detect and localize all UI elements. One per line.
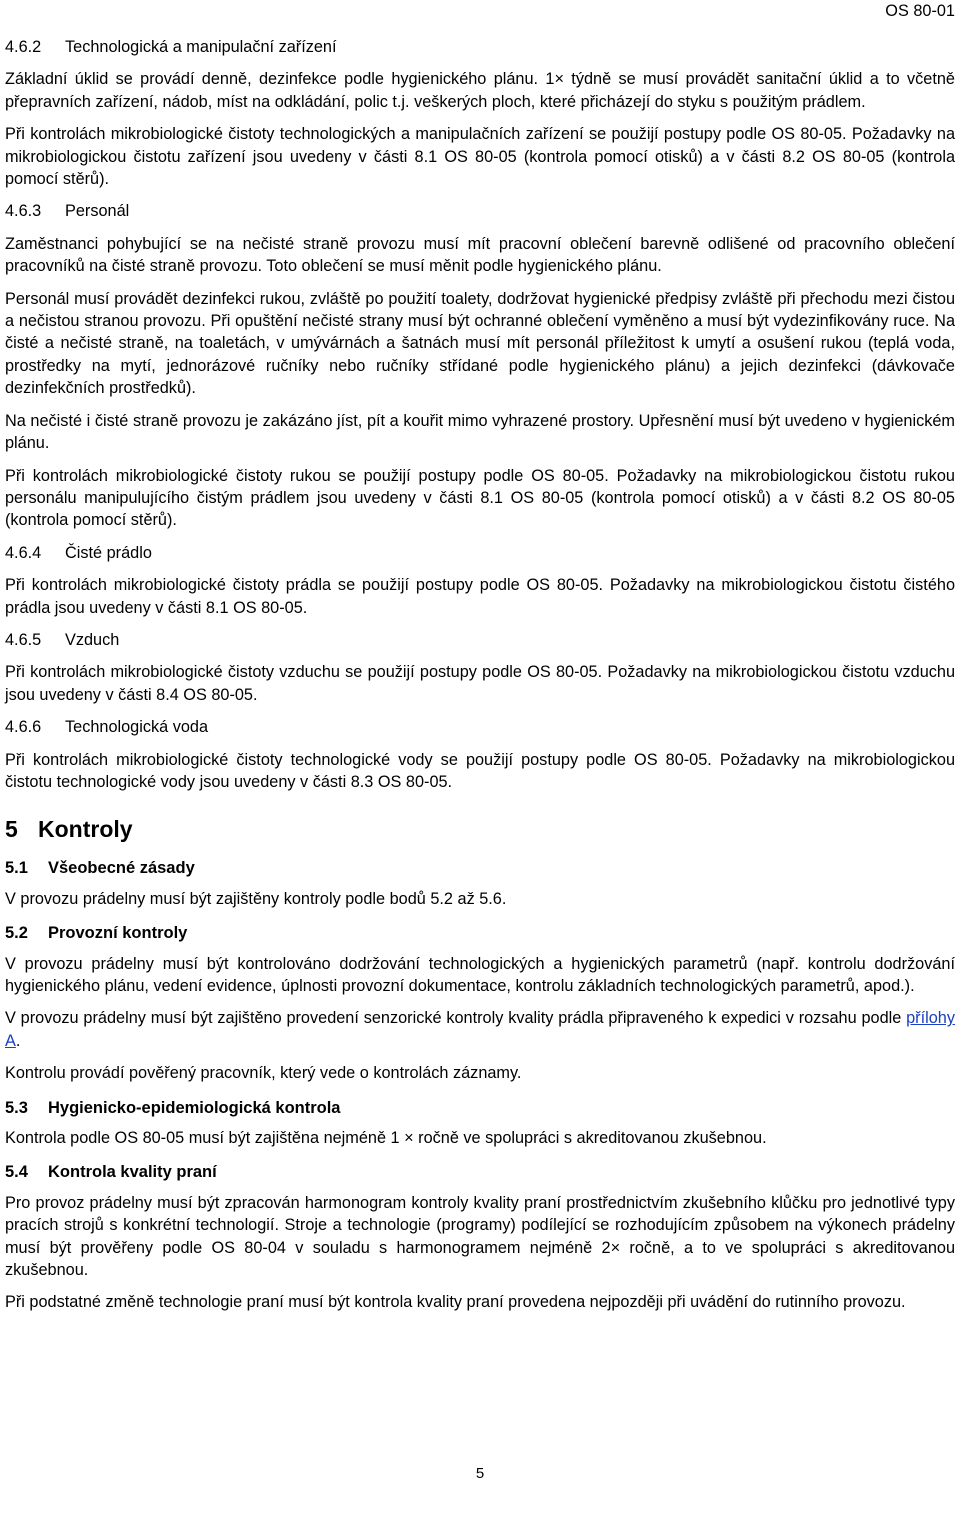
section-number: 5.4 bbox=[5, 1163, 28, 1182]
chapter-heading-5 bbox=[5, 815, 955, 843]
paragraph: Při podstatné změně technologie praní musí být kontrola kvality praní provedena nejpozději při uvádění do rutinního provozu. bbox=[5, 1293, 906, 1312]
paragraph-text: . bbox=[15, 1031, 21, 1050]
paragraph: V provozu prádelny musí být zajištěny kontroly podle bodů 5.2 až 5.6. bbox=[5, 889, 507, 908]
paragraph-text: V provozu prádelny musí být zajištěno provedení senzorické kontroly kvality prádla připraveného k expedici v rozsahu podle bbox=[5, 1009, 907, 1028]
appendix-a-link[interactable]: přílohy A bbox=[5, 1009, 955, 1050]
document-body bbox=[5, 36, 955, 1324]
paragraph: Pro provoz prádelny musí být zpracován harmonogram kontroly kvality praní prostřednictvím zkušebního klůčku pro jednotlivé typy pracích strojů s konkrétní technologií. Stroje a technologie (programy) podílející se rozhodujícím způsobem na výkonech prádelny musí být prověřeny podle OS 80-04 v souladu s harmonogramem nejméně 2× ročně, a to ve spolupráci s akreditovanou zkušebnou. bbox=[5, 1193, 955, 1280]
paragraph: V provozu prádelny musí být kontrolováno dodržování technologických a hygienických parametrů (např. kontrolu dodržování hygienického plánu, vedení evidence, úplnosti provozní dokumentace, kontrolu základních technologických parametrů, apod.). bbox=[5, 954, 955, 995]
chapter-title: Kontroly bbox=[38, 816, 133, 843]
paragraph: Při kontrolách mikrobiologické čistoty rukou se použijí postupy podle OS 80-05. Požadavky na mikrobiologickou čistotu rukou personálu manipulujícího čistým prádlem jsou uvedeny v části 8.1 OS 80-05 (kontrola pomocí otisků) a v části 8.2 OS 80-05 (kontrola pomocí stěrů). bbox=[5, 466, 955, 530]
paragraph: Na nečisté i čisté straně provozu je zakázáno jíst, pít a kouřit mimo vyhrazené prostory. Upřesnění musí být uvedeno v hygienickém plánu. bbox=[5, 411, 955, 453]
paragraph: Kontrolu provádí pověřený pracovník, který vede o kontrolách záznamy. bbox=[5, 1064, 522, 1083]
section-title: Provozní kontroly bbox=[48, 924, 188, 943]
section-heading-4-6-5 bbox=[5, 629, 955, 651]
chapter-number: 5 bbox=[5, 816, 18, 843]
section-heading-5-4 bbox=[5, 1161, 955, 1183]
section-number: 4.6.4 bbox=[5, 543, 42, 562]
paragraph: Personál musí provádět dezinfekci rukou, zvláště po použití toalety, dodržovat hygienické předpisy zvláště při přechodu mezi čistou a nečistou stranou provozu. Při opuštění nečisté strany musí být ochranné oblečení vyměněno a musí být vydezinfikovány ruce. Na čisté a nečisté straně, na toaletách, v umývárnách a šatnách musí mít personál příležitost k umytí a osušení rukou (teplá voda, prostředky na mytí, jednorázové ručníky nebo ručníky střídané podle hygienického plánu) a jejich dezinfekci (dávkovače dezinfekčních prostředků). bbox=[5, 289, 955, 398]
section-number: 4.6.2 bbox=[5, 38, 42, 56]
section-title: Personál bbox=[65, 202, 130, 221]
section-title: Všeobecné zásady bbox=[48, 859, 195, 878]
paragraph: Základní úklid se provádí denně, dezinfekce podle hygienického plánu. 1× týdně se musí provádět sanitační úklid a to včetně přepravních zařízení, nádob, míst na odkládání, polic t.j. veškerých ploch, které přicházejí do styku s použitým prádlem. bbox=[5, 70, 955, 111]
document-id: OS 80-01 bbox=[885, 2, 955, 20]
section-title: Kontrola kvality praní bbox=[48, 1163, 217, 1182]
section-number: 4.6.3 bbox=[5, 202, 42, 221]
section-heading-5-2 bbox=[5, 922, 955, 944]
paragraph bbox=[5, 1007, 955, 1052]
paragraph: Při kontrolách mikrobiologické čistoty technologických a manipulačních zařízení se použijí postupy podle OS 80-05. Požadavky na mikrobiologickou čistotu zařízení jsou uvedeny v části 8.1 OS 80-05 (kontrola pomocí otisků) a v části 8.2 OS 80-05 (kontrola pomocí stěrů). bbox=[5, 125, 955, 189]
paragraph: Při kontrolách mikrobiologické čistoty vzduchu se použijí postupy podle OS 80-05. Požadavky na mikrobiologickou čistotu vzduchu jsou uvedeny v části 8.4 OS 80-05. bbox=[5, 663, 955, 704]
section-heading-5-1 bbox=[5, 857, 955, 879]
paragraph: Zaměstnanci pohybující se na nečisté straně provozu musí mít pracovní oblečení barevně odlišené od pracovního oblečení pracovníků na čisté straně provozu. Toto oblečení se musí měnit podle hygienického plánu. bbox=[5, 234, 955, 276]
section-number: 4.6.5 bbox=[5, 630, 42, 649]
section-heading-4-6-4 bbox=[5, 542, 955, 564]
paragraph: Při kontrolách mikrobiologické čistoty technologické vody se použijí postupy podle OS 80-05. Požadavky na mikrobiologickou čistotu technologické vody jsou uvedeny v části 8.3 OS 80-05. bbox=[5, 750, 955, 791]
section-number: 5.2 bbox=[5, 924, 28, 943]
section-title: Vzduch bbox=[65, 630, 120, 649]
section-heading-4-6-6 bbox=[5, 716, 955, 738]
section-title: Čisté prádlo bbox=[65, 543, 152, 562]
section-title: Technologická voda bbox=[65, 718, 209, 737]
paragraph: Při kontrolách mikrobiologické čistoty prádla se použijí postupy podle OS 80-05. Požadavky na mikrobiologickou čistotu čistého prádla jsou uvedeny v části 8.1 OS 80-05. bbox=[5, 576, 955, 617]
section-heading-5-3 bbox=[5, 1097, 955, 1119]
page-number: 5 bbox=[475, 1465, 485, 1482]
section-title: Technologická a manipulační zařízení bbox=[65, 38, 337, 56]
section-heading-4-6-3 bbox=[5, 200, 955, 222]
section-heading-4-6-2 bbox=[5, 36, 955, 58]
section-number: 5.3 bbox=[5, 1098, 28, 1117]
paragraph: Kontrola podle OS 80-05 musí být zajištěna nejméně 1 × ročně ve spolupráci s akreditovanou zkušebnou. bbox=[5, 1129, 767, 1148]
section-title: Hygienicko-epidemiologická kontrola bbox=[48, 1098, 341, 1117]
section-number: 5.1 bbox=[5, 859, 28, 878]
section-number: 4.6.6 bbox=[5, 718, 42, 737]
